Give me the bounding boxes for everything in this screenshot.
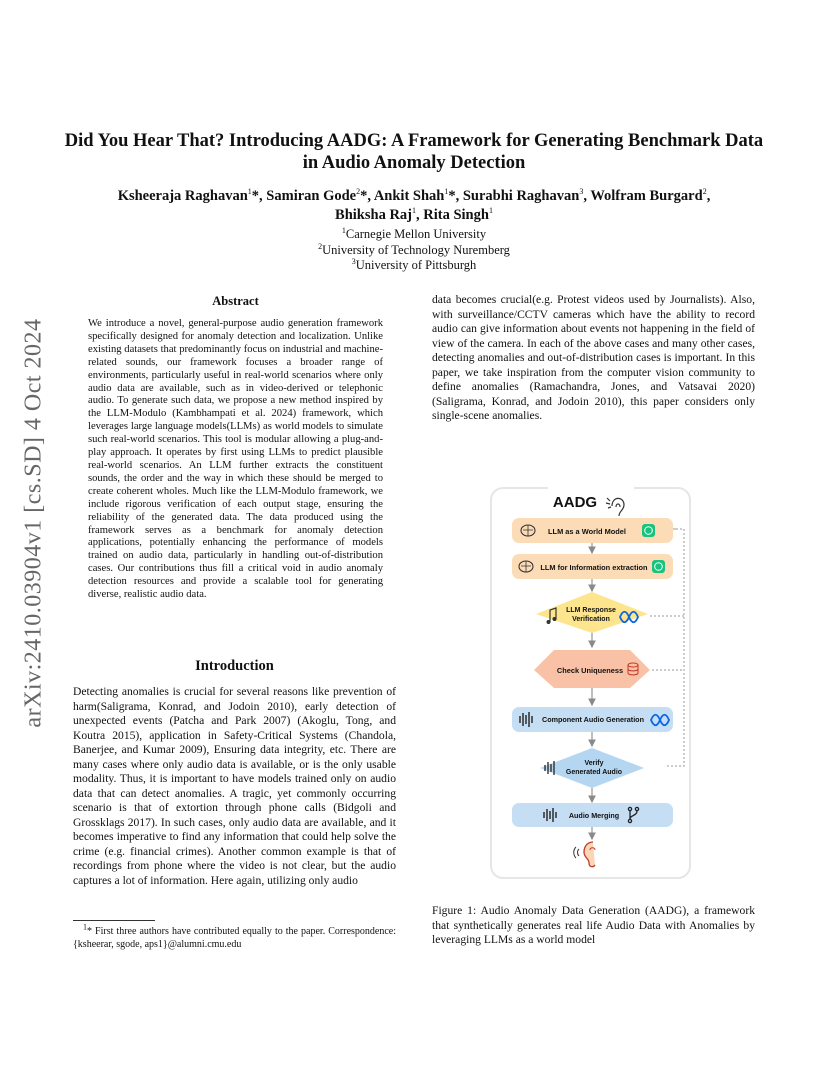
affiliation: $^1$Carnegie Mellon University [341,225,487,241]
svg-text:Component Audio Generation: Component Audio Generation [542,715,644,724]
abstract-text: We introduce a novel, general-purpose audio generation framework specifically designed for anomaly detection and localization. Unlike existing datasets that predominantly focus on industrial and machine-related sounds, our framework focuses a broader range of environments, particularly useful in real-world scenarios where only audio data are available, such as in video-derived or telephonic audio. To generate such data, we propose a new method inspired by the LLM-Modulo (Kambhampati et al. 2024) framework, which leverages large language models(LLMs) as world models to simulate such real-world scenarios. This tool is modular allowing a plug-and-play approach. It operates by first using LLMs to predict plausible real-world scenarios. An LLM further extracts the constituent sounds, the order and the way in which these should be merged to create coherent wholes. Much like the LLM-Modulo framework, we include rigorous verification of each output stage, ensuring the reliability of the generated data. The data produced using the framework serves as a benchmark for anomaly detection applications, potentially enhancing the performance of models trained on audio data, particularly in handling out-of-distribution cases. Our contributions thus fill a critical void in audio anomaly detection resources and provide a scalable tool for generating diverse, realistic audio data. [88,318,383,601]
affiliation: $^3$University of Pittsburgh [351,256,477,272]
footnote-rule [73,920,155,921]
step-audio-merging [512,803,673,827]
svg-text:Verify: Verify [584,760,604,767]
author: Rita Singh$^1$ [423,206,493,223]
author: Samiran Gode$^2$* [266,187,368,204]
svg-text:LLM for Information extraction: LLM for Information extraction [540,563,648,572]
chatgpt-icon [652,560,665,573]
step-world-model [512,518,673,543]
affiliations [60,227,768,274]
footnote: $^1$* First three authors have contributed equally to the paper. Correspondence: {ksheerar, sgode, aps1}@alumni.cmu.edu [73,922,396,950]
chatgpt-icon [642,524,655,537]
author: Wolfram Burgard$^2$ [590,187,707,204]
paper-title: Did You Hear That? Introducing AADG: A Framework for Generating Benchmark Data in Audio Anomaly Detection [64,131,764,173]
introduction-text: Detecting anomalies is crucial for several reasons like prevention of harm(Saligrama, Konrad, and Jodoin 2010), early detection of unexpected events (Patcha and Park 2007) (Akoglu, Tong, and Koutra 2015), application in Safety-Critical Systems (Chandola, Banerjee, and Kumar 2009), Ensuring data integrity, etc. There are many cases where only audio data is available, or is the only usable modality. Thus, it is important to have models trained only on audio data that can detect anomalies. A tragic, yet commonly occurring scenario is that of extortion through phone calls (Bidgoli and Grossklags 2017). In such cases, only audio data are available, and it becomes imperative to find any information that could help solve the crime (e.g. financial crimes). Another common example is that of recordings from phone where the video is not clear, but the audio captures a lot of information. Here again, utilizing only audio [73,685,396,887]
step-component-audio-generation [512,707,673,732]
arxiv-stamp: arXiv:2410.03904v1 [cs.SD] 4 Oct 2024 [20,318,47,728]
svg-text:Audio Merging: Audio Merging [568,811,620,820]
right-column-text: data becomes crucial(e.g. Protest videos used by Journalists). Also, with surveillance/CCTV cameras which have the ability to record audio can give information about events not happening in the field of view of the camera. In each of the above cases and many other cases, detecting anomalies and out-of-distribution cases is important. In this paper, we take inspiration from the computer vision community to define anomalies (Ramachandra, Jones, and Vatsavai 2020) (Saligrama, Konrad, and Jodoin 2010), this paper considers only single-scene anomalies. [432,293,755,422]
affiliation: $^2$University of Technology Nuremberg [318,241,510,257]
svg-text:Generated Audio: Generated Audio [565,769,623,776]
author-list: Ksheeraja Raghavan$^1$*, Samiran Gode$^2$*, Ankit Shah$^1$*, Surabhi Raghavan$^3$, Wolfram Burgard$^2$, Bhiksha Raj$^1$, Rita Singh$^1$ [117,187,711,223]
abstract-heading: Abstract [212,294,259,308]
author: Ksheeraja Raghavan$^1$* [117,187,260,204]
author: Ankit Shah$^1$* [373,187,456,204]
figure-title: AADG [552,494,598,511]
svg-text:Check Uniqueness: Check Uniqueness [556,666,624,675]
figure-caption: Figure 1: Audio Anomaly Data Generation (AADG), a framework that synthetically generates real life Audio Data with Anomalies by leveraging LLMs as a world model [432,904,755,946]
svg-text:Verification: Verification [572,616,610,623]
svg-text:LLM as a World Model: LLM as a World Model [548,527,626,536]
author: Bhiksha Raj$^1$ [335,206,417,223]
aadg-framework-figure [490,478,694,883]
introduction-heading: Introduction [195,658,274,674]
step-check-uniqueness [534,650,650,688]
step-info-extraction [512,554,673,579]
author: Surabhi Raghavan$^3$ [462,187,584,204]
svg-text:LLM Response: LLM Response [566,607,616,614]
